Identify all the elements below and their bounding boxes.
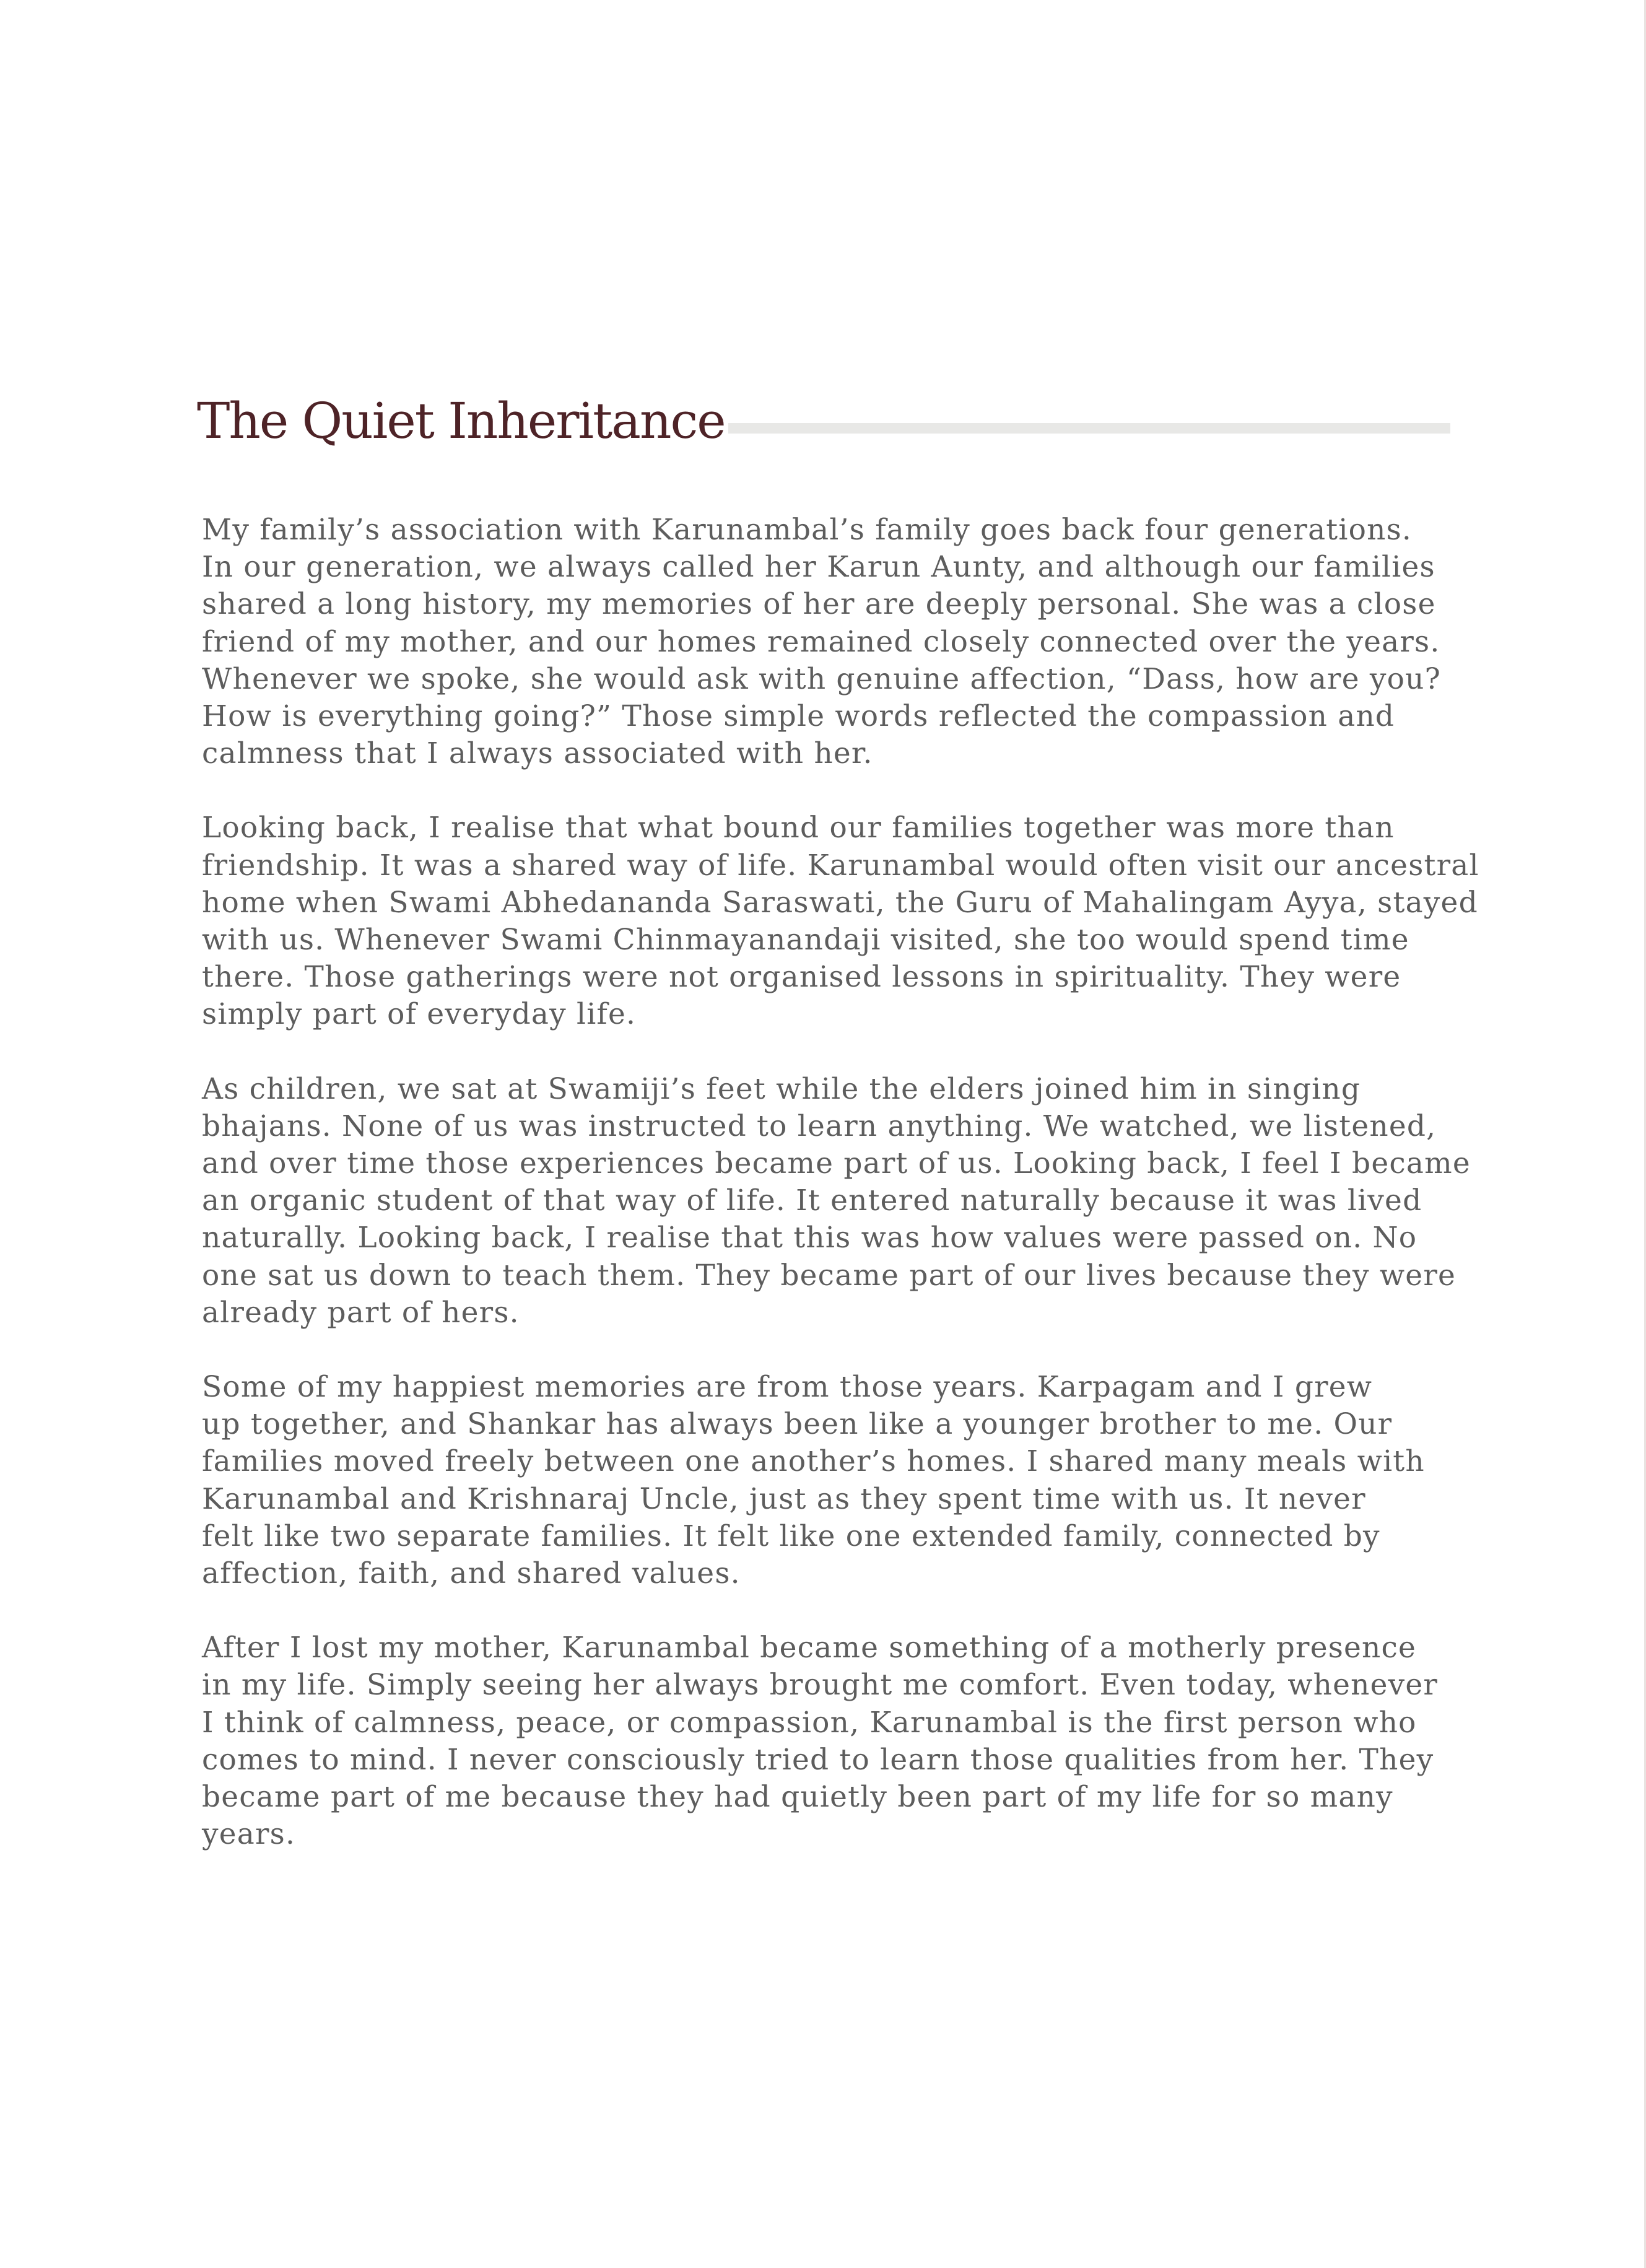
- text-line: I think of calmness, peace, or compassion, Karunambal is the first person who: [202, 1705, 1417, 1740]
- text-line: became part of me because they had quietly been part of my life for so many: [202, 1780, 1393, 1815]
- text-line: simply part of everyday life.: [202, 997, 637, 1032]
- paragraph-3: [202, 1071, 1471, 1332]
- paragraph-1: [202, 512, 1453, 772]
- text-line: After I lost my mother, Karunambal became something of a motherly presence: [202, 1631, 1417, 1665]
- text-line: in my life. Simply seeing her always brought me comfort. Even today, whenever: [202, 1668, 1439, 1703]
- text-line: Karunambal and Krishnaraj Uncle, just as they spent time with us. It never: [202, 1481, 1366, 1516]
- text-line: families moved freely between one another’s homes. I shared many meals with: [202, 1444, 1425, 1479]
- text-line: up together, and Shankar has always been like a younger brother to me. Our: [202, 1407, 1393, 1442]
- text-line: felt like two separate families. It felt like one extended family, connected by: [202, 1519, 1380, 1553]
- text-line: bhajans. None of us was instructed to learn anything. We watched, we listened,: [202, 1109, 1437, 1143]
- text-line: My family’s association with Karunambal’s family goes back four generations.: [202, 513, 1413, 547]
- text-line: there. Those gatherings were not organised lessons in spirituality. They were: [202, 960, 1401, 995]
- text-line: home when Swami Abhedananda Saraswati, the Guru of Mahalingam Ayya, stayed: [202, 885, 1478, 920]
- title-rule: [728, 423, 1450, 434]
- text-line: friend of my mother, and our homes remained closely connected over the years.: [202, 624, 1440, 659]
- page-title: The Quiet Inheritance: [197, 392, 725, 450]
- paragraph-5: [202, 1629, 1453, 1853]
- text-line: shared a long history, my memories of her are deeply personal. She was a close: [202, 587, 1436, 622]
- text-line: friendship. It was a shared way of life. Karunambal would often visit our ancestral: [202, 848, 1479, 883]
- text-line: How is everything going?” Those simple words reflected the compassion and: [202, 699, 1395, 734]
- text-line: naturally. Looking back, I realise that this was how values were passed on. No: [202, 1221, 1417, 1255]
- text-line: affection, faith, and shared values.: [202, 1556, 741, 1591]
- paragraph-2: [202, 809, 1479, 1033]
- text-line: Looking back, I realise that what bound our families together was more than: [202, 811, 1395, 845]
- heading-row: [197, 387, 1450, 455]
- text-line: years.: [202, 1817, 296, 1852]
- text-line: already part of hers.: [202, 1295, 520, 1330]
- text-line: calmness that I always associated with her.: [202, 736, 873, 771]
- text-line: with us. Whenever Swami Chinmayanandaji visited, she too would spend time: [202, 923, 1409, 957]
- text-line: In our generation, we always called her Karun Aunty, and although our families: [202, 550, 1435, 585]
- text-line: an organic student of that way of life. It entered naturally because it was lived: [202, 1184, 1422, 1218]
- text-line: Some of my happiest memories are from those years. Karpagam and I grew: [202, 1370, 1373, 1405]
- body-text: [202, 512, 1479, 1891]
- text-line: comes to mind. I never consciously tried to learn those qualities from her. They: [202, 1742, 1434, 1777]
- text-line: As children, we sat at Swamiji’s feet while the elders joined him in singing: [202, 1071, 1361, 1106]
- text-line: Whenever we spoke, she would ask with genuine affection, “Dass, how are you?: [202, 661, 1441, 696]
- text-line: and over time those experiences became part of us. Looking back, I feel I became: [202, 1146, 1471, 1181]
- paragraph-4: [202, 1369, 1453, 1592]
- text-line: one sat us down to teach them. They became part of our lives because they were: [202, 1258, 1457, 1293]
